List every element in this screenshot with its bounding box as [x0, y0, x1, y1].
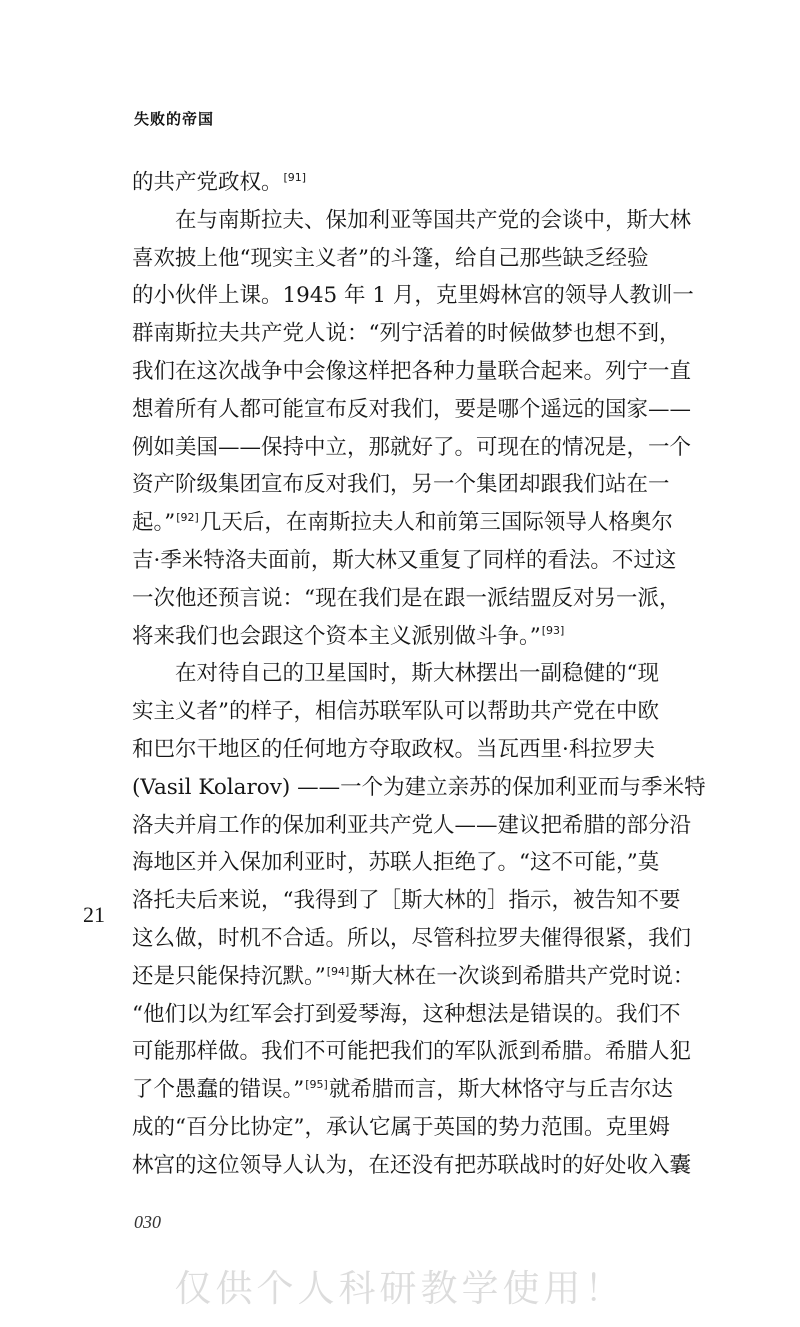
line-text: 将来我们也会跟这个资本主义派别做斗争。”: [132, 623, 541, 649]
text-line: [132, 618, 692, 656]
line-text: 和巴尔干地区的任何地方夺取政权。当瓦西里·科拉罗夫: [132, 736, 655, 762]
line-text: 洛夫并肩工作的保加利亚共产党人——建议把希腊的部分沿: [132, 812, 692, 838]
line-text: 林宫的这位领导人认为，在还没有把苏联战时的好处收入囊: [132, 1152, 692, 1178]
footnote-marker[interactable]: [91]: [283, 170, 307, 184]
text-line: [132, 429, 692, 467]
line-text: 在对待自己的卫星国时，斯大林摆出一副稳健的“现: [175, 661, 659, 687]
line-text-after-footnote: 斯大林在一次谈到希腊共产党时说：: [350, 963, 695, 989]
text-line: [132, 844, 692, 882]
line-text: 吉·季米特洛夫面前，斯大林又重复了同样的看法。不过这: [132, 547, 677, 573]
paragraph: [132, 164, 692, 202]
line-text: 海地区并入保加利亚时，苏联人拒绝了。“这不可能，”莫: [132, 850, 660, 876]
line-text: 的共产党政权。: [132, 170, 283, 195]
line-text: 可能那样做。我们不可能把我们的军队派到希腊。希腊人犯: [132, 1039, 692, 1065]
text-line: [132, 1147, 692, 1185]
text-line: [132, 580, 692, 618]
line-text: 我们在这次战争中会像这样把各种力量联合起来。列宁一直: [132, 358, 692, 384]
text-line: [132, 1033, 692, 1071]
line-text: 例如美国——保持中立，那就好了。可现在的情况是，一个: [132, 434, 692, 460]
line-text: 喜欢披上他“现实主义者”的斗篷，给自己那些缺乏经验: [132, 245, 649, 271]
text-line: [132, 882, 692, 920]
line-text: (Vasil Kolarov) ——一个为建立亲苏的保加利亚而与季米特: [132, 774, 706, 800]
text-line: [132, 542, 692, 580]
line-text: “他们以为红军会打到爱琴海，这种想法是错误的。我们不: [132, 1001, 681, 1027]
footnote-marker[interactable]: [94]: [326, 964, 350, 978]
text-line: [132, 731, 692, 769]
text-line: [132, 920, 692, 958]
text-line: [132, 1071, 692, 1109]
line-text: 在与南斯拉夫、保加利亚等国共产党的会谈中，斯大林: [175, 207, 692, 233]
text-line: [132, 391, 692, 429]
text-line: [132, 164, 692, 202]
line-text: 这么做，时机不合适。所以，尽管科拉罗夫催得很紧，我们: [132, 925, 692, 951]
text-line: [132, 693, 692, 731]
line-text: 想着所有人都可能宣布反对我们，要是哪个遥远的国家——: [132, 396, 692, 422]
footnote-marker[interactable]: [95]: [305, 1077, 328, 1091]
line-text: 还是只能保持沉默。”: [132, 963, 326, 989]
page-folio: 030: [134, 1212, 161, 1232]
line-text: 资产阶级集团宣布反对我们，另一个集团却跟我们站在一: [132, 472, 670, 498]
footnote-marker[interactable]: [92]: [176, 511, 199, 525]
line-text: 成的“百分比协定”，承认它属于英国的势力范围。克里姆: [132, 1114, 670, 1140]
text-line: [132, 1109, 692, 1147]
body-text: [132, 164, 706, 1185]
text-line: [132, 277, 692, 315]
text-line: [132, 466, 692, 504]
running-head: 失败的帝国: [134, 110, 215, 128]
line-text: 实主义者”的样子，相信苏联军队可以帮助共产党在中欧: [132, 699, 659, 725]
line-text: 了个愚蠢的错误。”: [132, 1077, 305, 1103]
line-text: 洛托夫后来说，“我得到了［斯大林的］指示，被告知不要: [132, 888, 681, 914]
footnote-marker[interactable]: [93]: [541, 624, 565, 638]
paragraph: [132, 202, 692, 656]
line-text-after-footnote: 就希腊而言，斯大林恪守与丘吉尔达: [328, 1077, 673, 1103]
text-line: [132, 240, 692, 278]
text-line: [132, 958, 695, 996]
watermark: 仅供个人科研教学使用！: [174, 1267, 626, 1310]
line-text: 起。”: [132, 510, 176, 536]
text-line: [132, 504, 692, 542]
line-text: 一次他还预言说：“现在我们是在跟一派结盟反对另一派，: [132, 585, 681, 611]
text-line: [132, 807, 692, 845]
text-line: [132, 996, 692, 1034]
text-line: [132, 315, 692, 353]
text-line: [132, 655, 692, 693]
line-text-after-footnote: 几天后，在南斯拉夫人和前第三国际领导人格奥尔: [199, 510, 673, 536]
line-text: 群南斯拉夫共产党人说：“列宁活着的时候做梦也想不到，: [132, 321, 681, 347]
text-line: [132, 202, 692, 240]
text-line: [132, 353, 692, 391]
text-line: [132, 769, 706, 807]
line-text: 的小伙伴上课。1945 年 1 月，克里姆林宫的领导人教训一: [132, 283, 694, 309]
paragraph: [132, 655, 706, 1184]
margin-page-number: 21: [83, 902, 105, 927]
